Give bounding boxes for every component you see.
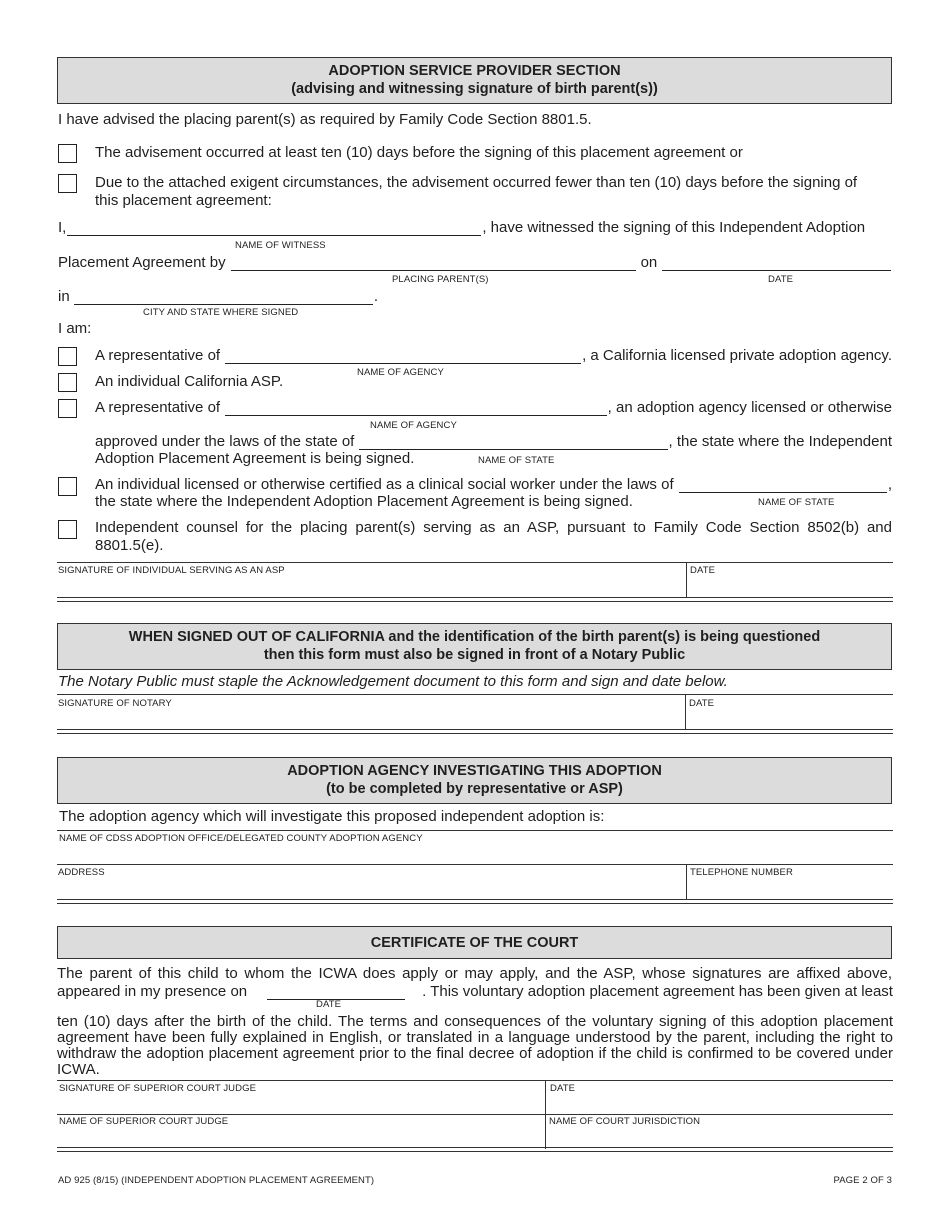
other-rep-line: [95, 399, 892, 416]
asp-section-header: [57, 57, 892, 104]
exigent-label-line2: this placement agreement:: [95, 192, 272, 209]
judge-name-field[interactable]: [57, 1127, 543, 1147]
clinical-line: [95, 476, 892, 493]
agency-name-top-rule: [57, 830, 893, 831]
court-appeared-suffix: . This voluntary adoption placement agreement has been given at least: [422, 983, 893, 1000]
witness-suffix: , have witnessed the signing of this Independent Adoption: [482, 219, 866, 236]
notary-signature-caption: SIGNATURE OF NOTARY: [58, 698, 172, 709]
jurisdiction-caption: NAME OF COURT JURISDICTION: [549, 1116, 701, 1127]
city-state-caption: CITY AND STATE WHERE SIGNED: [143, 307, 299, 318]
asp-signature-date-caption: DATE: [690, 565, 716, 576]
exigent-checkbox[interactable]: [58, 174, 77, 193]
individual-ca-asp-checkbox[interactable]: [58, 373, 77, 392]
approved-line2: Adoption Placement Agreement is being signed.: [95, 450, 415, 467]
agency-phone-caption: TELEPHONE NUMBER: [690, 867, 793, 878]
placing-parent-caption: PLACING PARENT(S): [392, 274, 489, 285]
agency-address-field[interactable]: [57, 878, 684, 898]
asp-section-subtitle: (advising and witnessing signature of birth parent(s)): [291, 81, 658, 97]
agency-phone-field[interactable]: [688, 878, 892, 898]
asp-signature-field[interactable]: [57, 576, 685, 596]
approved-line: [95, 433, 892, 450]
placement-on: on: [640, 254, 658, 271]
judge-name-top-rule: [57, 1114, 893, 1115]
other-rep-checkbox[interactable]: [58, 399, 77, 418]
notary-title-line1: WHEN SIGNED OUT OF CALIFORNIA and the identification of the birth parent(s) is being questioned: [128, 629, 821, 645]
witness-prefix: I,: [58, 219, 67, 236]
court-para1-line1: The parent of this child to whom the ICWA does apply or may apply, and the ASP, whose signatures are affixed above,: [57, 965, 892, 982]
ten-days-checkbox[interactable]: [58, 144, 77, 163]
approved-state-field[interactable]: [359, 436, 667, 450]
witness-line: [58, 219, 892, 236]
agency-address-divider: [686, 864, 687, 900]
judge-date-field[interactable]: [547, 1094, 892, 1112]
ca-rep-line: [95, 347, 892, 364]
counsel-checkbox[interactable]: [58, 520, 77, 539]
asp-section-bottom-rule: [57, 597, 893, 602]
notary-title-line2: then this form must also be signed in front of a Notary Public: [263, 647, 686, 663]
other-rep-suffix: , an adoption agency licensed or otherwise: [607, 399, 892, 416]
asp-section-title: ADOPTION SERVICE PROVIDER SECTION: [328, 63, 621, 79]
notary-instruction: The Notary Public must staple the Acknowledgement document to this form and sign and date below.: [58, 673, 728, 690]
city-line: [58, 288, 378, 305]
asp-signature-divider: [686, 562, 687, 598]
notary-signature-field[interactable]: [57, 709, 683, 729]
agency-name-field[interactable]: [57, 844, 892, 864]
judge-date-caption: DATE: [550, 1083, 576, 1094]
ca-agency-name-field[interactable]: [225, 350, 581, 364]
judge-signature-field[interactable]: [57, 1094, 543, 1112]
individual-ca-asp-label: An individual California ASP.: [95, 373, 284, 390]
other-rep-prefix: A representative of: [95, 399, 221, 416]
ten-days-label: The advisement occurred at least ten (10) days before the signing of this placement agreement or: [95, 144, 743, 161]
judge-signature-top-rule: [57, 1080, 893, 1081]
ca-rep-checkbox[interactable]: [58, 347, 77, 366]
clinical-state-field[interactable]: [679, 479, 887, 493]
agency-address-caption: ADDRESS: [58, 867, 105, 878]
asp-signature-caption: SIGNATURE OF INDIVIDUAL SERVING AS AN ASP: [58, 565, 285, 576]
counsel-line2: 8801.5(e).: [95, 537, 164, 554]
clinical-line1-end: ,: [887, 476, 892, 493]
witness-name-caption: NAME OF WITNESS: [235, 240, 326, 251]
approved-suffix: , the state where the Independent: [668, 433, 892, 450]
in-suffix: .: [373, 288, 378, 305]
notary-date-caption: DATE: [689, 698, 715, 709]
ca-rep-suffix: , a California licensed private adoption agency.: [582, 347, 892, 364]
ca-rep-prefix: A representative of: [95, 347, 221, 364]
court-appeared-date-field[interactable]: [267, 986, 405, 1000]
judge-name-caption: NAME OF SUPERIOR COURT JUDGE: [59, 1116, 229, 1127]
court-date-caption: DATE: [316, 999, 342, 1010]
court-para1-line2: [57, 983, 893, 1000]
agency-statement: The adoption agency which will investigate this proposed independent adoption is:: [59, 808, 605, 825]
judge-signature-caption: SIGNATURE OF SUPERIOR COURT JUDGE: [59, 1083, 257, 1094]
notary-signature-divider: [685, 694, 686, 730]
in-prefix: in: [58, 288, 70, 305]
agency-name-caption: NAME OF CDSS ADOPTION OFFICE/DELEGATED COUNTY ADOPTION AGENCY: [59, 833, 423, 844]
notary-section-header: [57, 623, 892, 670]
notary-date-field[interactable]: [687, 709, 892, 729]
placement-line: [58, 254, 892, 271]
i-am-label: I am:: [58, 320, 92, 337]
agency-section-title: ADOPTION AGENCY INVESTIGATING THIS ADOPTION: [287, 763, 662, 779]
placement-date-field[interactable]: [662, 257, 891, 271]
asp-signature-date-field[interactable]: [688, 576, 892, 596]
court-section-bottom-rule: [57, 1147, 893, 1152]
witness-name-field[interactable]: [67, 222, 481, 236]
asp-signature-top-rule: [57, 562, 893, 563]
footer-page-number: PAGE 2 OF 3: [833, 1175, 892, 1186]
other-agency-name-field[interactable]: [225, 402, 607, 416]
clinical-line2: the state where the Independent Adoption Placement Agreement is being signed.: [95, 493, 633, 510]
notary-section-bottom-rule: [57, 729, 893, 734]
advised-statement: I have advised the placing parent(s) as required by Family Code Section 8801.5.: [58, 111, 592, 128]
court-section-title: CERTIFICATE OF THE COURT: [370, 935, 579, 951]
placement-date-caption: DATE: [768, 274, 794, 285]
other-agency-name-caption: NAME OF AGENCY: [370, 420, 457, 431]
court-section-header: [57, 926, 892, 959]
court-para2: ten (10) days after the birth of the child. The terms and consequences of the voluntary signing of this adoption placement agreement have been fully explained in English, or translated in a language understood by the parent, including the right to withdraw the adoption placement agreement prior to the final decree of adoption if the child is confirmed to be covered under ICWA.: [57, 1013, 893, 1078]
approved-prefix: approved under the laws of the state of: [95, 433, 355, 450]
ca-agency-name-caption: NAME OF AGENCY: [357, 367, 444, 378]
footer-form-id: AD 925 (8/15) (INDEPENDENT ADOPTION PLACEMENT AGREEMENT): [58, 1175, 375, 1186]
placing-parent-field[interactable]: [231, 257, 636, 271]
counsel-line1: Independent counsel for the placing parent(s) serving as an ASP, pursuant to Family Code Section 8502(b) and: [95, 519, 892, 536]
clinical-state-caption: NAME OF STATE: [758, 497, 835, 508]
approved-state-caption: NAME OF STATE: [478, 455, 555, 466]
notary-signature-top-rule: [57, 694, 893, 695]
agency-section-bottom-rule: [57, 899, 893, 904]
jurisdiction-field[interactable]: [547, 1127, 892, 1147]
court-appeared-prefix: appeared in my presence on: [57, 983, 248, 1000]
agency-address-top-rule: [57, 864, 893, 865]
agency-section-subtitle: (to be completed by representative or ASP): [326, 781, 623, 797]
clinical-checkbox[interactable]: [58, 477, 77, 496]
clinical-line1: An individual licensed or otherwise certified as a clinical social worker under the laws of: [95, 476, 674, 493]
agency-section-header: [57, 757, 892, 804]
placement-prefix: Placement Agreement by: [58, 254, 226, 271]
exigent-label-line1: Due to the attached exigent circumstances, the advisement occurred fewer than ten (10) days before the signing of: [95, 174, 858, 191]
city-state-field[interactable]: [74, 291, 373, 305]
